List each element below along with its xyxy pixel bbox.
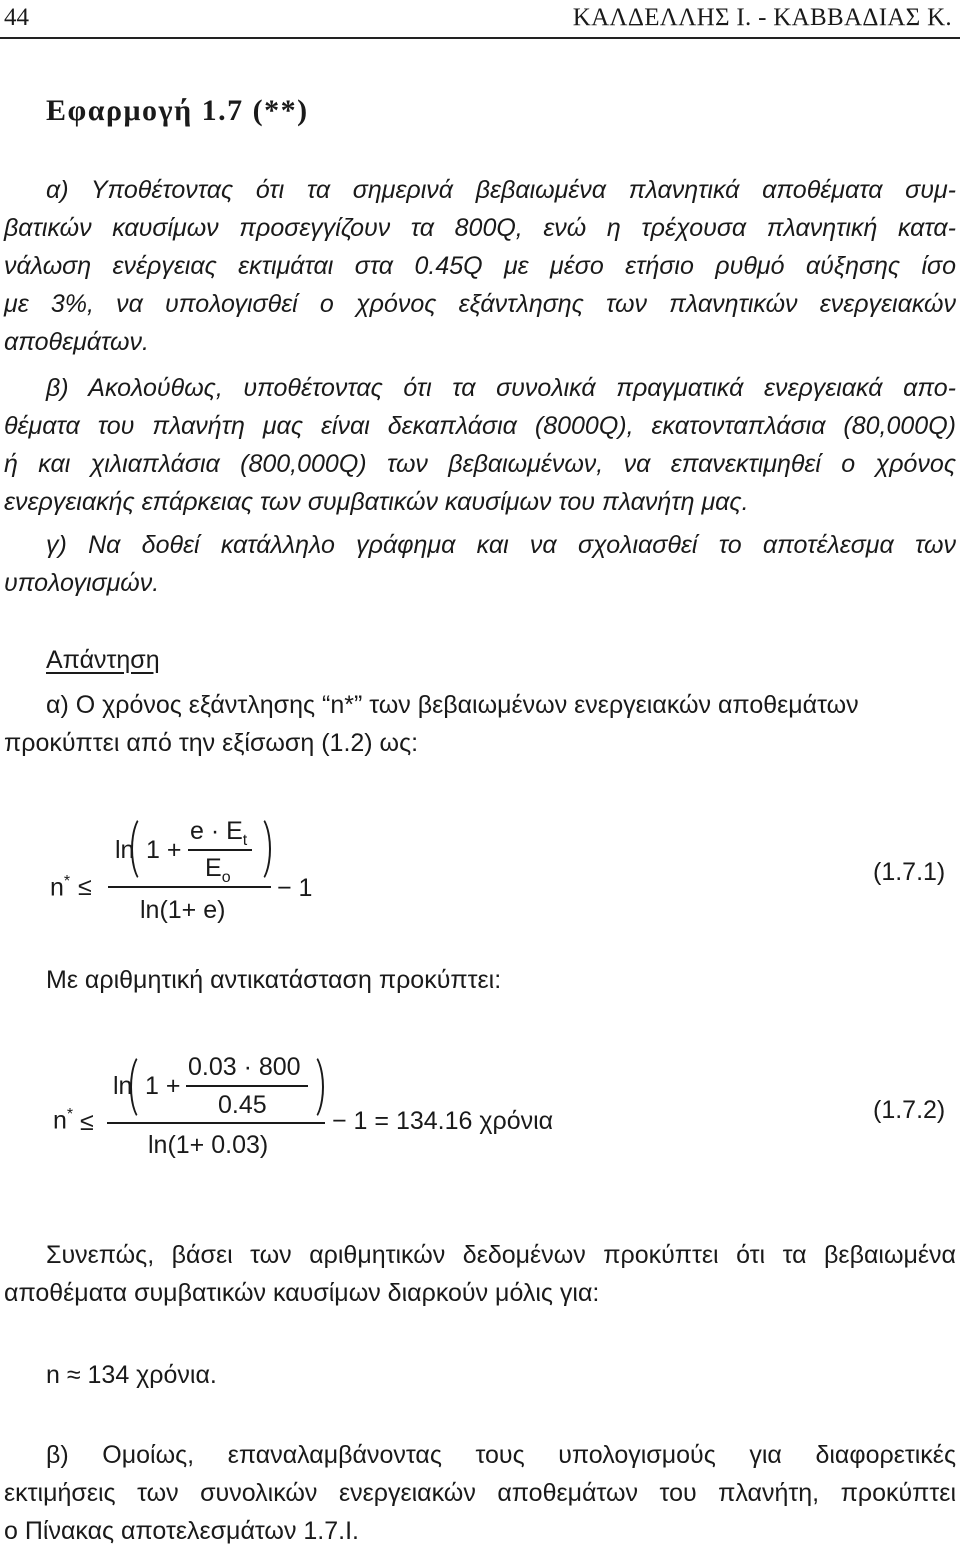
eq2-inner-denominator: 0.45 [218,1091,267,1119]
eq2-result: − 1 = 134.16 χρόνια [332,1107,554,1135]
eq2-ln: ln [113,1072,133,1100]
eq2-one-plus: 1 + [145,1072,181,1100]
answer-a-intro [4,686,956,762]
eq1-denominator: ln(1+ e) [140,896,226,924]
eq1-right-paren [243,814,271,884]
page-number: 44 [4,4,29,31]
substitution-text [4,961,956,999]
problem-a-line: αποθεμάτων. [4,328,149,356]
eq1-minus-one: − 1 [277,874,313,902]
answer-b [4,1436,956,1550]
eq2-lhs: n* [53,1106,74,1135]
answer-b-line: β) Ομοίως, επαναλαμβάνοντας τους υπολογισμούς για διαφορετικές [46,1441,956,1469]
conclusion-line: αποθέματα συμβατικών καυσίμων διαρκούν μόλις για: [4,1279,600,1307]
answer-a-line: προκύπτει από την εξίσωση (1.2) ως: [4,729,419,757]
answer-a-line: α) Ο χρόνος εξάντλησης “n*” των βεβαιωμένων ενεργειακών αποθεμάτων [46,691,859,719]
eq2-inner-fraction-bar [186,1085,308,1087]
equation-1-7-1 [0,800,960,940]
equation-1-7-2 [0,1040,960,1190]
approx-result [4,1356,956,1394]
problem-a [4,171,956,361]
exercise-title: Εφαρμογή 1.7 (**) [46,94,309,127]
eq1-ln: ln [115,836,135,864]
eq2-relation: ≤ [80,1108,94,1136]
problem-a-line: βατικών καυσίμων προσεγγίζουν τα 800Q, ενώ η τρέχουσα πλανητική κατα- [4,214,956,242]
problem-b-line: β) Ακολούθως, υποθέτοντας ότι τα συνολικά πραγματικά ενεργειακά απο- [46,374,956,402]
eq1-inner-denominator: $E_o$ [205,854,231,886]
eq1-main-fraction-bar [108,886,271,888]
eq2-inner-numerator: 0.03 · 800 [188,1053,301,1081]
problem-b [4,369,956,521]
conclusion-line: Συνεπώς, βάσει των αριθμητικών δεδομένων προκύπτει ότι τα βεβαιωμένα [46,1241,956,1269]
problem-c-line: υπολογισμών. [4,569,160,597]
problem-c [4,526,956,602]
eq2-main-fraction-bar [107,1122,325,1124]
answer-heading: Απάντηση [46,646,160,674]
eq2-right-paren [296,1052,324,1122]
problem-a-line: α) Υποθέτοντας ότι τα σημερινά βεβαιωμένα πλανητικά αποθέματα συμ- [46,176,956,204]
eq1-one-plus: 1 + [146,836,182,864]
eq1-label: (1.7.1) [873,858,946,886]
approx-line: n ≈ 134 χρόνια. [46,1361,217,1389]
conclusion [4,1236,956,1312]
substitution-line: Με αριθμητική αντικατάσταση προκύπτει: [46,966,502,994]
problem-b-line: θέματα του πλανήτη μας είναι δεκαπλάσια (8000Q), εκατονταπλάσια (80,000Q) [4,412,956,440]
problem-a-line: με 3%, να υπολογισθεί ο χρόνος εξάντλησης των πλανητικών ενεργειακών [4,290,956,318]
problem-b-line: ή και χιλιαπλάσια (800,000Q) των βεβαιωμένων, να επανεκτιμηθεί ο χρόνος [4,450,956,478]
answer-b-line: ο Πίνακας αποτελεσμάτων 1.7.Ι. [4,1517,359,1545]
answer-b-line: εκτιμήσεις των συνολικών ενεργειακών αποθεμάτων του πλανήτη, προκύπτει [4,1479,956,1507]
eq1-lhs: n* [50,873,71,902]
running-header: ΚΑΛΔΕΛΛΗΣ Ι. - ΚΑΒΒΑΔΙΑΣ Κ. [572,4,952,31]
eq2-denominator: ln(1+ 0.03) [148,1131,269,1159]
eq1-inner-numerator: $e \cdot E_t$ [190,817,248,849]
problem-b-line: ενεργειακής επάρκειας των συμβατικών καυσίμων του πλανήτη μας. [4,488,749,516]
problem-a-line: νάλωση ενέργειας εκτιμάται στα 0.45Q με μέσο ετήσιο ρυθμό αύξησης ίσο [4,252,956,280]
eq1-relation: ≤ [78,873,92,901]
problem-c-line: γ) Να δοθεί κατάλληλο γράφημα και να σχολιασθεί το αποτέλεσμα των [46,531,956,559]
eq2-label: (1.7.2) [873,1096,946,1124]
header-rule [0,37,960,39]
